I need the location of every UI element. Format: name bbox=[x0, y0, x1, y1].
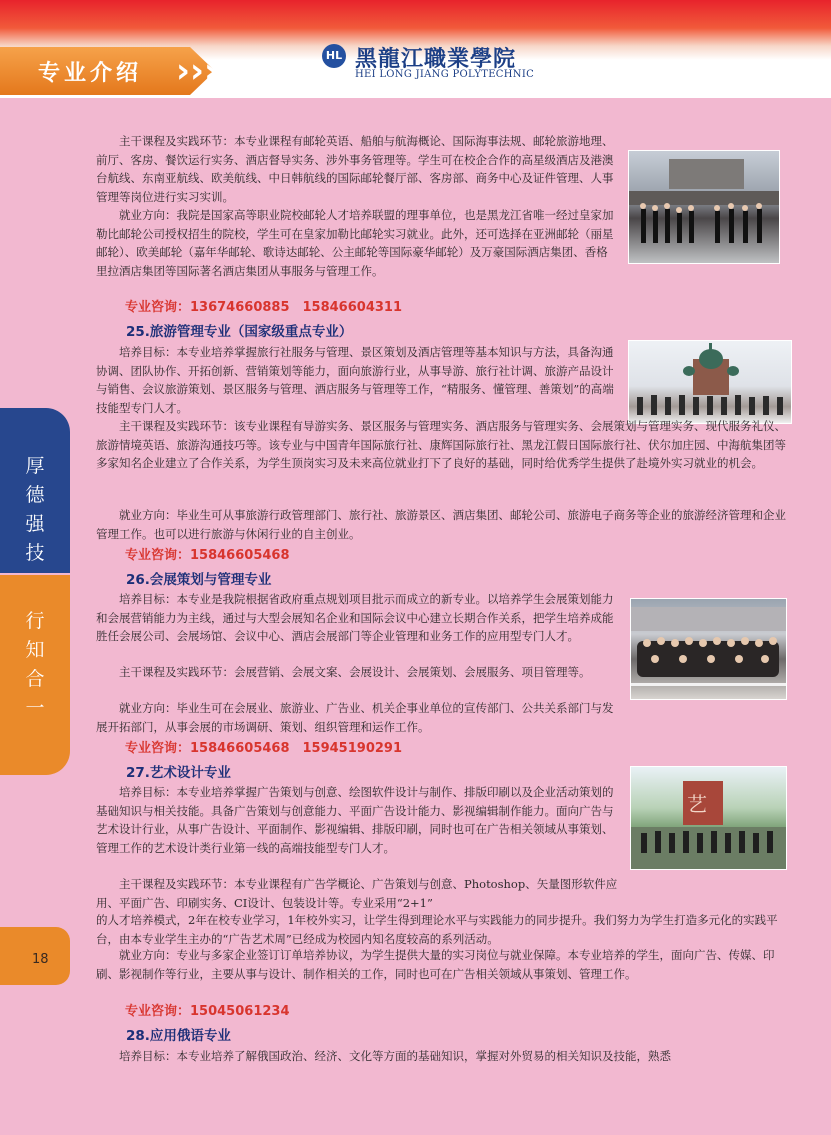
major-heading: 25.旅游管理专业（国家级重点专业） bbox=[126, 324, 353, 340]
training-goal-paragraph: 培养目标：本专业培养了解俄国政治、经济、文化等方面的基础知识，掌握对外贸易的相关知识及技能，熟悉 bbox=[119, 1049, 671, 1063]
motto-char: 合 bbox=[25, 668, 45, 690]
contact-phone: 专业咨询：15045061234 bbox=[125, 1004, 290, 1019]
art-design-students-photo bbox=[630, 766, 787, 870]
motto-char: 行 bbox=[25, 610, 45, 632]
motto-char: 技 bbox=[25, 542, 45, 564]
training-goal-paragraph: 培养目标：本专业是我院根据省政府重点规划项目批示而成立的新专业。以培养学生会展策划能力和会展营销能力为主线，通过与大型会展知名企业和国际会议中心建立长期合作关系，把学生培养成能胜任会展公司、会展场馆、会议中心、酒店会展部门等企业管理和业务工作的应用型专门人才。 bbox=[96, 592, 614, 643]
motto-char: 厚 bbox=[25, 455, 45, 477]
training-goal-paragraph: 培养目标：本专业培养掌握旅行社服务与管理、景区策划及酒店管理等基本知识与方法，具备沟通协调、团队协作、开拓创新、营销策划等能力，面向旅游行业，从事导游、旅行社计调、旅游产品设计与销售、会议旅游策划、景区服务与管理、酒店服务与管理等工作，“精服务、懂管理、善策划”的高端技能型专门人才。 bbox=[96, 345, 614, 415]
contact-phone: 专业咨询：15846605468 bbox=[125, 548, 290, 563]
cruise-students-photo bbox=[628, 150, 780, 264]
chevron-right-icon: › bbox=[176, 51, 191, 91]
svg-text:艺: 艺 bbox=[687, 792, 707, 816]
school-name-en: HEI LONG JIANG POLYTECHNIC bbox=[355, 69, 535, 80]
intro-courses-paragraph: 主干课程及实践环节：本专业课程有邮轮英语、船舶与航海概论、国际海事法规、邮轮旅游地理、前厅、客房、餐饮运行实务、酒店督导实务、涉外事务管理等。学生可在校企合作的高星级酒店及港澳台航线、东南亚航线、欧美航线、中日韩航线的国际邮轮餐厅部、客房部、商务中心及证件管理、人事管理等岗位进行实习实训。 bbox=[96, 134, 614, 204]
exhibition-students-photo bbox=[630, 598, 787, 700]
school-logo-icon: HL bbox=[322, 44, 346, 68]
major-heading: 27.艺术设计专业 bbox=[126, 765, 231, 781]
courses-paragraph: 主干课程及实践环节：会展营销、会展文案、会展设计、会展策划、会展服务、项目管理等。 bbox=[119, 665, 591, 679]
school-name-cn: 黑龍江職業學院 bbox=[355, 46, 517, 72]
motto-char: 德 bbox=[25, 484, 45, 506]
section-title: 专业介绍 bbox=[38, 61, 143, 86]
courses-paragraph: 主干课程及实践环节：该专业课程有导游实务、景区服务与管理实务、酒店服务与管理实务、会展策划与管理实务、现代服务礼仪、旅游情境英语、旅游沟通技巧等。该专业与中国青年国际旅行社、康辉国际旅行社、黑龙江假日国际旅行社、伏尔加庄园、中海航集团等多家知名企业建立了合作关系，为学生顶岗实习及未来高位就业打下了良好的基础，同时给优秀学生提供了赴境外实习就业的机会。 bbox=[96, 419, 786, 470]
intro-employment-paragraph: 就业方向：我院是国家高等职业院校邮轮人才培养联盟的理事单位，也是黑龙江省唯一经过皇家加勒比邮轮公司授权招生的院校，学生可在皇家加勒比邮轮实习就业。此外，还可选择在亚洲邮轮（丽星邮轮）、欧美邮轮（嘉年华邮轮、歌诗达邮轮、公主邮轮等国际豪华邮轮）及万豪国际酒店集团、香格里拉酒店集团等国际著名酒店集团从事服务与管理工作。 bbox=[96, 208, 614, 278]
motto-char: 强 bbox=[25, 513, 45, 535]
major-heading: 28.应用俄语专业 bbox=[126, 1028, 231, 1044]
page-number: 18 bbox=[32, 952, 49, 967]
training-goal-paragraph: 培养目标：本专业培养掌握广告策划与创意、绘图软件设计与制作、排版印刷以及企业活动策划的基础知识与相关技能。具备广告策划与创意能力、平面广告设计能力、影视编辑制作能力。面向广告与艺术设计行业，从事广告设计、平面制作、影视编辑、排版印刷，同时也可在广告相关领域从事策划、管理工作的艺术设计类行业第一线的高端技能型专门人才。 bbox=[96, 785, 614, 855]
courses-paragraph: 主干课程及实践环节：本专业课程有广告学概论、广告策划与创意、Photoshop、矢量图形软件应用、平面广告、印刷实务、CI设计、包装设计等。专业采用“2+1” bbox=[96, 877, 618, 910]
courses-paragraph-continued: 的人才培养模式，2年在校专业学习，1年校外实习，让学生得到理论水平与实践能力的同步提升。我们努力为学生打造多元化的实践平台，由本专业学生主办的“广告艺术周”已经成为校园内知名度较高的系列活动。 bbox=[96, 913, 778, 946]
employment-paragraph: 就业方向：毕业生可在会展业、旅游业、广告业、机关企事业单位的宣传部门、公共关系部门与发展开拓部门，从事会展的市场调研、策划、组织管理和运作工作。 bbox=[96, 701, 614, 734]
tourism-students-photo bbox=[628, 340, 792, 424]
motto-char: 一 bbox=[25, 697, 45, 719]
employment-paragraph: 就业方向：毕业生可从事旅游行政管理部门、旅行社、旅游景区、酒店集团、邮轮公司、旅游电子商务等企业的旅游经济管理和企业管理工作。也可以进行旅游与休闲行业的自主创业。 bbox=[96, 508, 786, 541]
employment-paragraph: 就业方向：专业与多家企业签订订单培养协议，为学生提供大量的实习岗位与就业保障。本专业培养的学生，面向广告、传媒、印刷、影视制作等行业，主要从事与设计、制作相关的工作，同时也可在广告相关领域从事策划、管理工作。 bbox=[96, 948, 775, 981]
major-heading: 26.会展策划与管理专业 bbox=[126, 572, 272, 588]
contact-phone: 专业咨询：13674660885 15846604311 bbox=[125, 300, 402, 315]
chevron-right-icon: › bbox=[204, 51, 219, 91]
motto-char: 知 bbox=[25, 639, 45, 661]
contact-phone: 专业咨询：15846605468 15945190291 bbox=[125, 741, 402, 756]
chevron-right-icon: › bbox=[190, 51, 205, 91]
